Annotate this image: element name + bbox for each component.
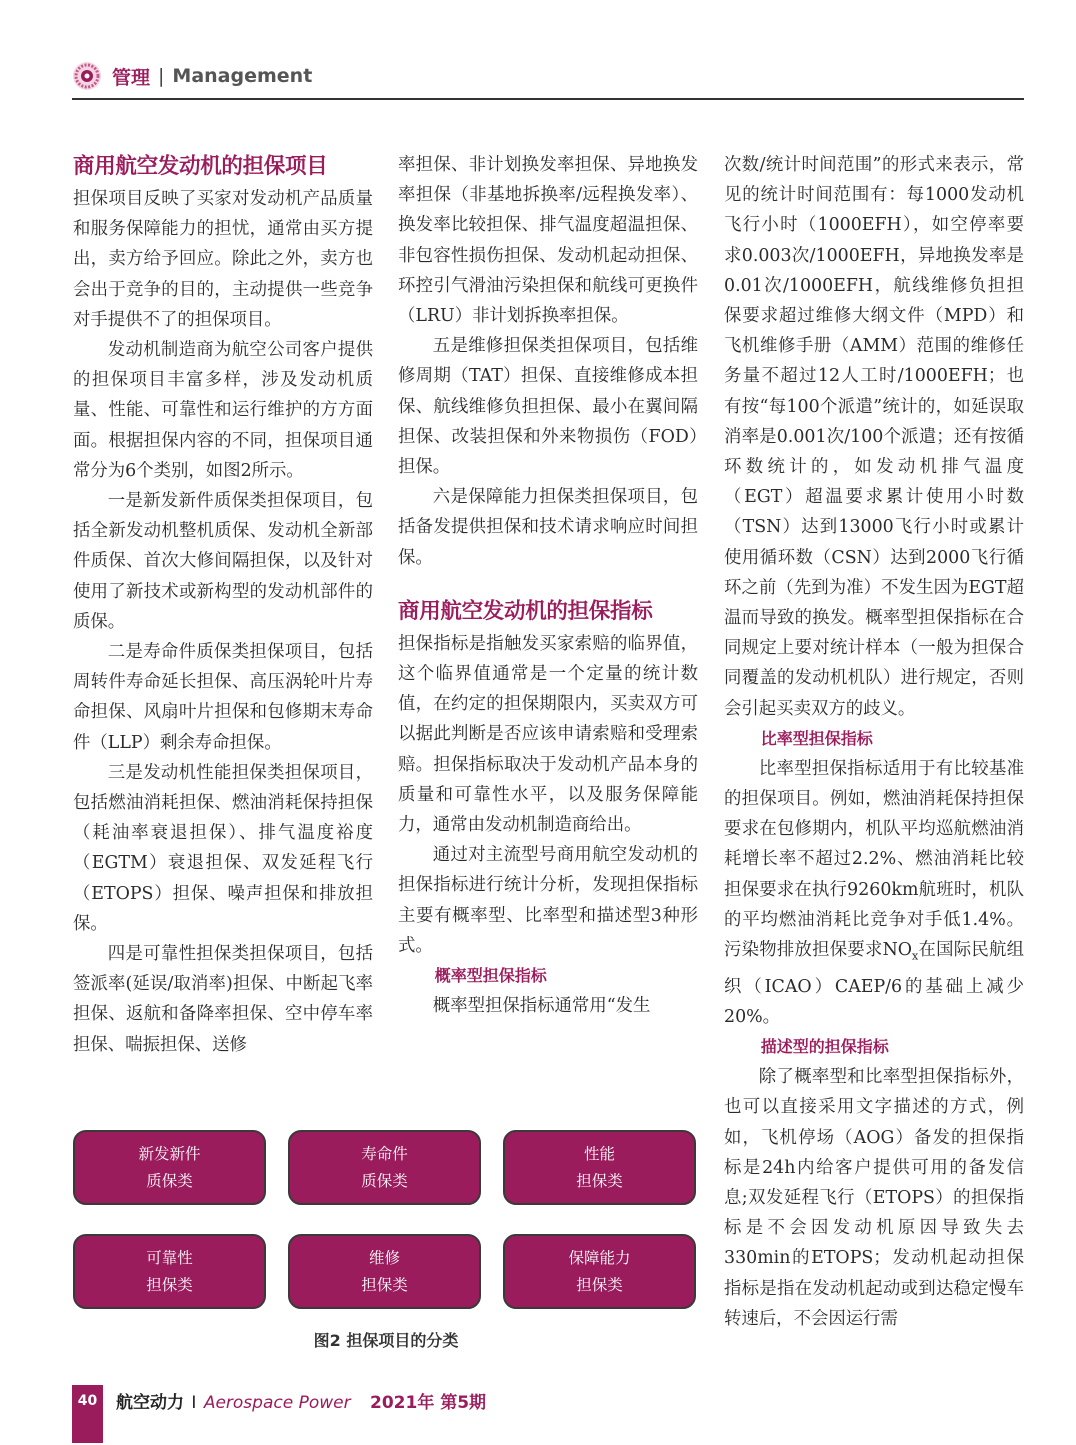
paragraph-text: 在国际民航组织（ICAO）CAEP/6的基础上减少20%。	[724, 940, 1024, 1027]
subscript: x	[912, 949, 919, 963]
box-line: 质保类	[146, 1171, 193, 1190]
category-box	[73, 1130, 266, 1205]
section-heading: 商用航空发动机的担保指标	[398, 598, 653, 624]
column-1	[73, 150, 373, 1060]
paragraph-text: 比率型担保指标适用于有比较基准的担保项目。例如，燃油消耗保持担保要求在包修期内，机队平均巡航燃油消耗增长率不超过2.2%、燃油消耗比较担保要求在执行9260km航班时，机队的平均燃油消耗比竞争对手低1.4%。污染物排放担保要求NO	[724, 758, 1024, 961]
figure-caption: 图2 担保项目的分类	[313, 1331, 459, 1350]
box-line: 维修	[368, 1248, 400, 1267]
page-number-bar	[72, 1385, 103, 1443]
paragraph: 一是新发新件质保类担保项目，包括全新发动机整机质保、发动机全新部件质保、首次大修间隔担保，以及针对使用了新技术或新构型的发动机部件的质保。	[73, 491, 373, 632]
journal-issue: 2021年 第5期	[370, 1393, 487, 1413]
paragraph: 概率型担保指标通常用“发生	[432, 996, 651, 1017]
paragraph: 三是发动机性能担保类担保项目，包括燃油消耗担保、燃油消耗保持担保（耗油率衰退担保）、排气温度裕度（EGTM）衰退担保、双发延程飞行（ETOPS）担保、噪声担保和排放担保。	[73, 762, 373, 934]
journal-title-cn: 航空动力	[116, 1393, 184, 1413]
paragraph: 担保项目反映了买家对发动机产品质量和服务保障能力的担忧，通常由买方提出，卖方给予回应。除此之外，卖方也会出于竞争的目的，主动提供一些竞争对手提供不了的担保项目。	[73, 189, 373, 330]
page-number: 40	[77, 1393, 98, 1409]
category-box	[288, 1234, 481, 1309]
paragraph: 六是保障能力担保类担保项目，包括备发提供担保和技术请求响应时间担保。	[398, 487, 698, 568]
subheading: 描述型的担保指标	[760, 1037, 889, 1057]
box-line: 新发新件	[138, 1144, 201, 1163]
header-separator: |	[158, 65, 165, 87]
paragraph: 四是可靠性担保类担保项目，包括签派率(延误/取消率)担保、中断起飞率担保、返航和备降率担保、空中停车率担保、喘振担保、送修	[73, 944, 373, 1055]
box-line: 可靠性	[146, 1248, 193, 1267]
box-line: 担保类	[576, 1275, 623, 1294]
paragraph: 率担保、非计划换发率担保、异地换发率担保（非基地拆换率/远程换发率）、换发率比较担保、排气温度超温担保、非包容性损伤担保、发动机起动担保、环控引气滑油污染担保和航线可更换件（LRU）非计划拆换率担保。	[398, 155, 698, 327]
header-rule	[72, 98, 1024, 100]
paragraph: 五是维修担保类担保项目，包括维修周期（TAT）担保、直接维修成本担保、航线维修负担担保、最小在翼间隔担保、改装担保和外来物损伤（FOD）担保。	[398, 336, 698, 478]
category-box	[73, 1234, 266, 1309]
journal-logo-icon	[72, 61, 102, 91]
journal-info	[116, 1388, 486, 1413]
column-2	[398, 150, 698, 1021]
journal-separator: I	[191, 1393, 197, 1413]
section-heading: 商用航空发动机的担保项目	[73, 154, 328, 179]
column-3	[724, 150, 1024, 1334]
paragraph: 除了概率型和比率型担保指标外，也可以直接采用文字描述的方式，例如，飞机停场（AOG）备发的担保指标是24h内给客户提供可用的备发信息;双发延程飞行（ETOPS）的担保指标是不会因发动机原因导致失去330min的ETOPS；发动机起动担保指标是指在发动机起动或到达稳定慢车转速后，不会因运行需	[724, 1067, 1024, 1329]
subheading: 比率型担保指标	[760, 728, 873, 748]
paragraph	[724, 754, 1024, 1032]
category-box	[288, 1130, 481, 1205]
paragraph: 二是寿命件质保类担保项目，包括周转件寿命延长担保、高压涡轮叶片寿命担保、风扇叶片担保和包修期末寿命件（LLP）剩余寿命担保。	[73, 642, 373, 753]
box-line: 担保类	[146, 1275, 193, 1294]
category-box	[503, 1234, 696, 1309]
journal-title-en: Aerospace Power	[203, 1393, 351, 1413]
page-header	[72, 58, 312, 94]
box-line: 性能	[583, 1144, 615, 1163]
box-line: 寿命件	[361, 1144, 408, 1163]
page-footer	[72, 1385, 1024, 1445]
paragraph: 通过对主流型号商用航空发动机的担保指标进行统计分析，发现担保指标主要有概率型、比率型和描述型3种形式。	[398, 845, 698, 956]
section-title-en: Management	[172, 65, 313, 87]
category-box	[503, 1130, 696, 1205]
box-line: 保障能力	[568, 1248, 631, 1267]
subheading: 概率型担保指标	[434, 966, 547, 986]
figure-2	[73, 1130, 699, 1352]
paragraph: 发动机制造商为航空公司客户提供的担保项目丰富多样，涉及发动机质量、性能、可靠性和运行维护的方方面面。根据担保内容的不同，担保项目通常分为6个类别，如图2所示。	[73, 340, 373, 481]
box-line: 质保类	[361, 1171, 408, 1190]
box-line: 担保类	[576, 1171, 623, 1190]
paragraph: 担保指标是指触发买家索赔的临界值，这个临界值通常是一个定量的统计数值，在约定的担保期限内，买卖双方可以据此判断是否应该申请索赔和受理索赔。担保指标取决于发动机产品本身的质量和可靠性水平，以及服务保障能力，通常由发动机制造商给出。	[398, 633, 698, 836]
box-line: 担保类	[361, 1275, 408, 1294]
section-title-cn: 管理	[112, 66, 151, 89]
paragraph: 次数/统计时间范围”的形式来表示，常见的统计时间范围有：每1000发动机飞行小时（1000EFH），如空停率要求0.003次/1000EFH，异地换发率是0.01次/1000EFH，航线维修负担担保要求超过维修大纲文件（MPD）和飞机维修手册（AMM）范围的维修任务量不超过12人工时/1000EFH；也有按“每100个派遣”统计的，如延误取消率是0.001次/100个派遣；还有按循环数统计的，如发动机排气温度（EGT）超温要求累计使用小时数（TSN）达到13000飞行小时或累计使用循环数（CSN）达到2000飞行循环之前（先到为准）不发生因为EGT超温而导致的换发。概率型担保指标在合同规定上要对统计样本（一般为担保合同覆盖的发动机机队）进行规定，否则会引起买卖双方的歧义。	[724, 155, 1024, 719]
